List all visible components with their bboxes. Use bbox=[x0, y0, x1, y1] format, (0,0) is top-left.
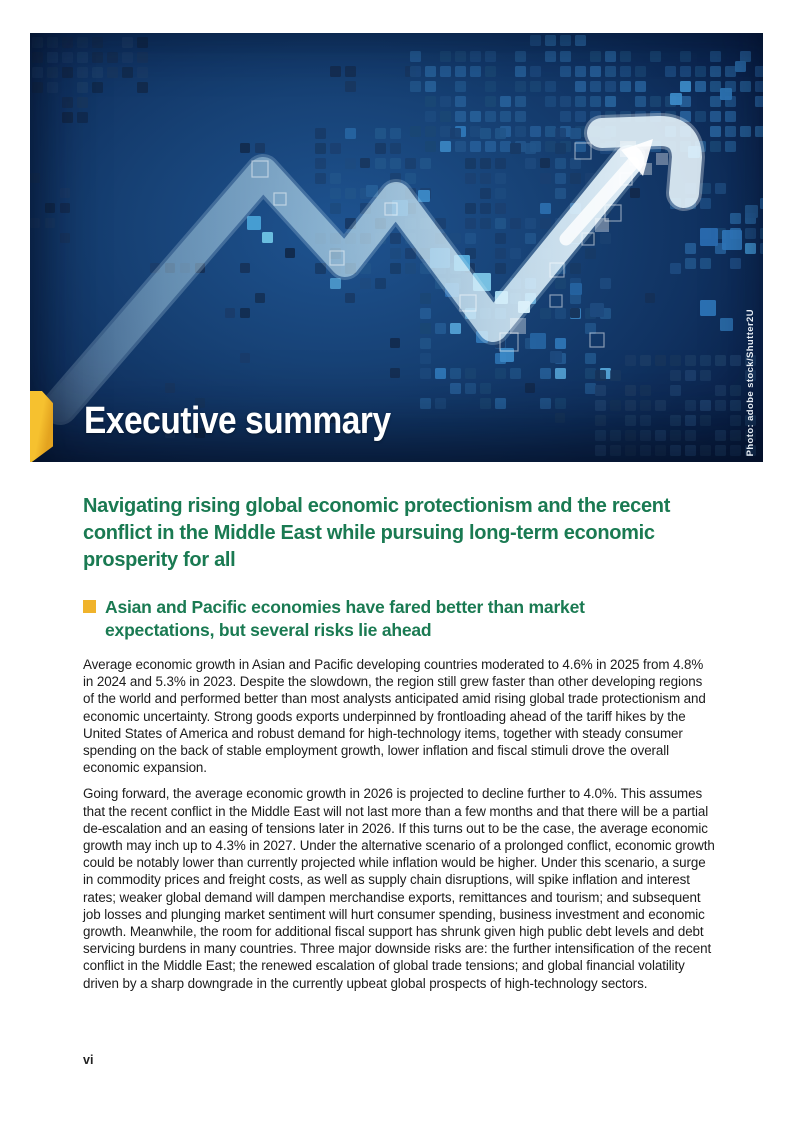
growth-arrow-graphic bbox=[30, 33, 763, 462]
body-copy bbox=[83, 656, 715, 992]
section-heading: Navigating rising global economic protectionism and the recent conflict in the Middle East while pursuing long-term economic prosperity for all bbox=[83, 495, 671, 571]
hero-image bbox=[30, 33, 763, 462]
paragraph: Going forward, the average economic growth in 2026 is projected to decline further to 4.0%. This assumes that the recent conflict in the Middle East will not last more than a few months and that there will be a partial de-escalation and an easing of tensions later in 2026. If this turns out to be the case, the average economic growth may inch up to 4.3% in 2027. Under the alternative scenario of a prolonged conflict, economic growth could be notably lower than currently projected while inflation would be higher. Under this scenario, a surge in commodity prices and freight costs, as well as supply chain disruptions, will spike inflation and interest rates; weaker global demand will dampen merchandise exports, remittances and tourism; and subsequent job losses and plunging market sentiment will hurt consumer spending, business investment and economic growth. Meanwhile, the room for additional fiscal support has shrunk given high public debt levels and debt servicing burdens in many countries. Three major downside risks are: the further intensification of the recent conflict in the Middle East; the renewed escalation of global trade tensions; and global financial volatility driven by a sharp downgrade in the currently upbeat global prospects of high-technology sectors. bbox=[83, 786, 715, 991]
photo-credit: Photo: adobe stock/Shutter2U bbox=[745, 308, 756, 456]
paragraph: Average economic growth in Asian and Pacific developing countries moderated to 4.6% in 2025 from 4.8% in 2024 and 5.3% in 2023. Despite the slowdown, the region still grew faster than other developing regions of the world and performed better than most analysts anticipated amid rising global trade protectionism and economic uncertainty. Strong goods exports underpinned by frontloading ahead of the tariff hikes by the United States of America and robust demand for high-technology items, together with steady consumer spending on the back of stable employment growth, lower inflation and fiscal stimuli drove the overall economic expansion. bbox=[83, 657, 706, 776]
content-area bbox=[83, 493, 715, 1001]
subsection-heading: Asian and Pacific economies have fared better than market expectations, but several risks lie ahead bbox=[105, 597, 585, 640]
page-title: Executive summary bbox=[84, 400, 391, 442]
page-number: vi bbox=[83, 1053, 94, 1067]
bullet-square-icon bbox=[83, 600, 96, 613]
subsection-heading-row bbox=[83, 596, 715, 641]
